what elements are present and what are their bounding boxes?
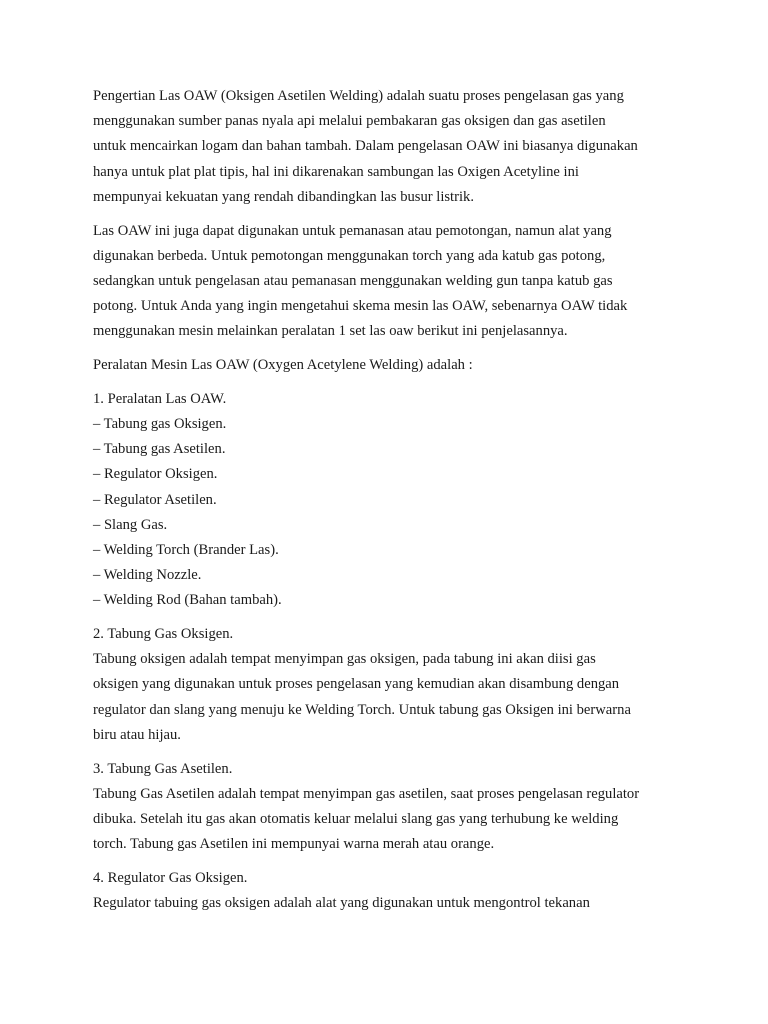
text-line: hanya untuk plat plat tipis, hal ini dikarenakan sambungan las Oxigen Acetyline ini [93, 163, 579, 180]
text-line: Peralatan Mesin Las OAW (Oxygen Acetylene Welding) adalah : [93, 357, 473, 374]
list-item: – Regulator Oksigen. [93, 466, 218, 483]
document-page [93, 84, 693, 925]
section-oxygen-tank [93, 622, 693, 748]
paragraph-equipment-intro [93, 353, 693, 378]
list-heading: 1. Peralatan Las OAW. [93, 390, 227, 407]
list-item: – Welding Torch (Brander Las). [93, 541, 279, 558]
list-item: – Regulator Asetilen. [93, 491, 217, 508]
text-line: Tabung Gas Asetilen adalah tempat menyimpan gas asetilen, saat proses pengelasan regulator [93, 785, 640, 802]
list-item: – Welding Nozzle. [93, 567, 202, 584]
text-line: sedangkan untuk pengelasan atau pemanasan menggunakan welding gun tanpa katub gas [93, 272, 613, 289]
text-line: menggunakan sumber panas nyala api melalui pembakaran gas oksigen dan gas asetilen [93, 113, 606, 130]
paragraph-definition [93, 84, 693, 210]
list-item: – Tabung gas Oksigen. [93, 415, 227, 432]
text-line: regulator dan slang yang menuju ke Welding Torch. Untuk tabung gas Oksigen ini berwarna [93, 701, 631, 718]
paragraph-usage [93, 219, 693, 345]
text-line: digunakan berbeda. Untuk pemotongan menggunakan torch yang ada katub gas potong, [93, 247, 606, 264]
text-line: untuk mencairkan logam dan bahan tambah. Dalam pengelasan OAW ini biasanya digunakan [93, 138, 638, 155]
text-line: biru atau hijau. [93, 726, 181, 743]
list-item: – Slang Gas. [93, 516, 168, 533]
text-line: potong. Untuk Anda yang ingin mengetahui skema mesin las OAW, sebenarnya OAW tidak [93, 298, 628, 315]
text-line: oksigen yang digunakan untuk proses pengelasan yang kemudian akan disambung dengan [93, 676, 620, 693]
text-line: Las OAW ini juga dapat digunakan untuk pemanasan atau pemotongan, namun alat yang [93, 222, 612, 239]
text-line: torch. Tabung gas Asetilen ini mempunyai warna merah atau orange. [93, 836, 495, 853]
list-item: – Tabung gas Asetilen. [93, 441, 226, 458]
text-line: menggunakan mesin melainkan peralatan 1 set las oaw berikut ini penjelasannya. [93, 323, 568, 340]
section-heading: 3. Tabung Gas Asetilen. [93, 760, 233, 777]
text-line: Pengertian Las OAW (Oksigen Asetilen Welding) adalah suatu proses pengelasan gas yang [93, 88, 624, 104]
text-line: Tabung oksigen adalah tempat menyimpan gas oksigen, pada tabung ini akan diisi gas [93, 651, 596, 668]
text-line: Regulator tabuing gas oksigen adalah alat yang digunakan untuk mengontrol tekanan [93, 895, 590, 912]
text-line: dibuka. Setelah itu gas akan otomatis keluar melalui slang gas yang terhubung ke welding [93, 810, 619, 827]
section-heading: 2. Tabung Gas Oksigen. [93, 626, 234, 643]
text-line: mempunyai kekuatan yang rendah dibandingkan las busur listrik. [93, 188, 474, 205]
section-heading: 4. Regulator Gas Oksigen. [93, 869, 248, 886]
section-acetylene-tank [93, 757, 693, 858]
section-oxygen-regulator [93, 866, 693, 916]
list-item: – Welding Rod (Bahan tambah). [93, 592, 282, 609]
equipment-list [93, 387, 693, 614]
